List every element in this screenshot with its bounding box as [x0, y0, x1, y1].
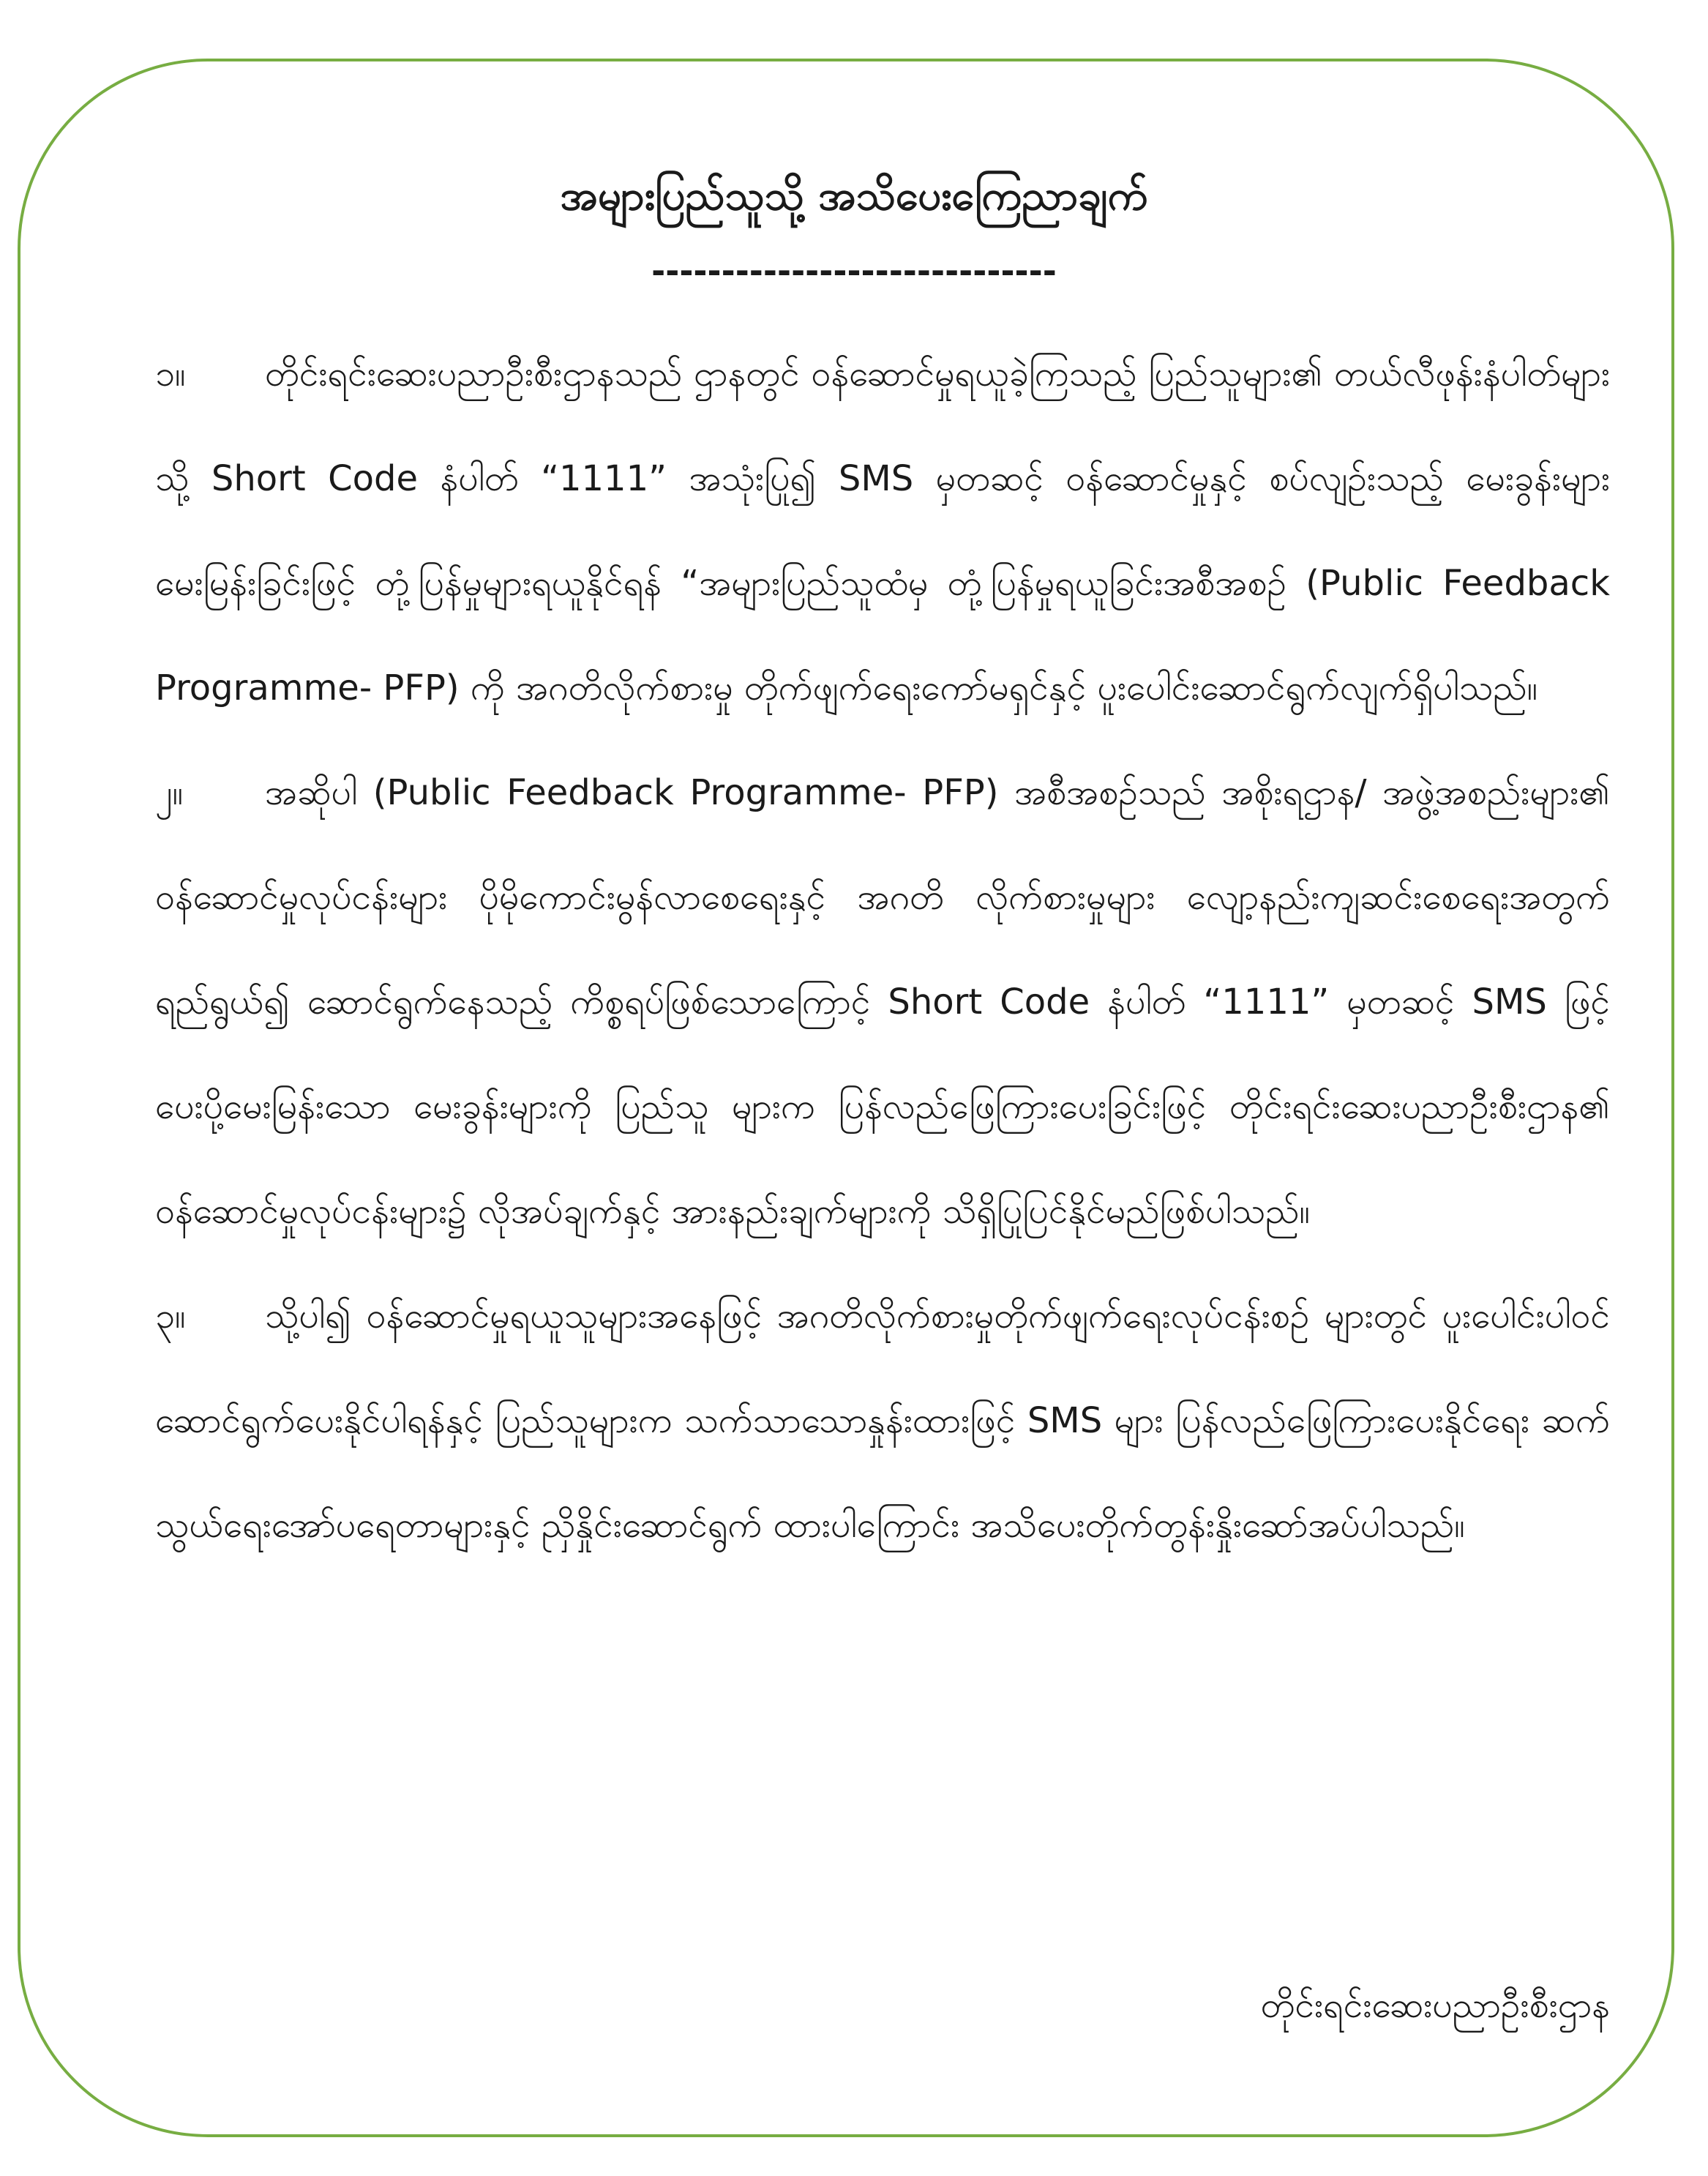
paragraph-3 — [155, 1264, 1610, 1578]
signature-department: တိုင်းရင်းဆေးပညာဦးစီးဌာန — [1260, 1985, 1610, 2026]
notice-title: အများပြည်သူသို့ အသိပေးကြေညာချက် — [560, 172, 1148, 220]
paragraph-number: ၃။ — [155, 1295, 186, 1336]
paragraph-text: တိုင်းရင်းဆေးပညာဦးစီးဌာနသည် ဌာနတွင် ဝန်ဆောင်မှုရယူခဲ့ကြသည့် ပြည်သူများ၏ တယ်လီဖုန်းနံပါတ်များသို့ Short Code နံပါတ် “1111” အသုံးပြု၍ SMS မှတဆင့် ဝန်ဆောင်မှုနှင့် စပ်လျဉ်းသည့် မေးခွန်းများ မေးမြန်းခြင်းဖြင့် တုံ့ပြန်မှုများရယူနိုင်ရန် “အများပြည်သူထံမှ တုံ့ပြန်မှုရယူခြင်းအစီအစဉ် (Public Feedback Programme- PFP) ကို အဂတိလိုက်စားမှု တိုက်ဖျက်ရေးကော်မရှင်နှင့် ပူးပေါင်းဆောင်ရွက်လျက်ရှိပါသည်။ — [155, 354, 1611, 708]
notice-body — [155, 322, 1610, 1578]
paragraph-number: ၁။ — [155, 354, 186, 395]
paragraph-1 — [155, 322, 1610, 741]
paragraph-number: ၂။ — [155, 772, 184, 813]
title-divider: ----------------------------- — [651, 251, 1057, 291]
paragraph-2 — [155, 741, 1610, 1264]
paragraph-text: အဆိုပါ (Public Feedback Programme- PFP) အစီအစဉ်သည် အစိုးရဌာန/ အဖွဲ့အစည်းများ၏ ဝန်ဆောင်မှုလုပ်ငန်းများ ပိုမိုကောင်းမွန်လာစေရေးနှင့် အဂတိ လိုက်စားမှုများ လျော့နည်းကျဆင်းစေရေးအတွက် ရည်ရွယ်၍ ဆောင်ရွက်နေသည့် ကိစ္စရပ်ဖြစ်သောကြောင့် Short Code နံပါတ် “1111” မှတဆင့် SMS ဖြင့် ပေးပို့မေးမြန်းသော မေးခွန်းများကို ပြည်သူ များက ပြန်လည်ဖြေကြားပေးခြင်းဖြင့် တိုင်းရင်းဆေးပညာဦးစီးဌာန၏ ဝန်ဆောင်မှုလုပ်ငန်းများ၌ လိုအပ်ချက်နှင့် အားနည်းချက်များကို သိရှိပြုပြင်နိုင်မည်ဖြစ်ပါသည်။ — [155, 772, 1610, 1232]
paragraph-text: သို့ပါ၍ ဝန်ဆောင်မှုရယူသူများအနေဖြင့် အဂတိလိုက်စားမှုတိုက်ဖျက်ရေးလုပ်ငန်းစဉ် များတွင် ပူးပေါင်းပါဝင် ဆောင်ရွက်ပေးနိုင်ပါရန်နှင့် ပြည်သူများက သက်သာသောနှုန်းထားဖြင့် SMS များ ပြန်လည်ဖြေကြားပေးနိုင်ရေး ဆက်သွယ်ရေးအော်ပရေတာများနှင့် ညှိနှိုင်းဆောင်ရွက် ထားပါကြောင်း အသိပေးတိုက်တွန်းနှိုးဆော်အပ်ပါသည်။ — [155, 1295, 1610, 1546]
